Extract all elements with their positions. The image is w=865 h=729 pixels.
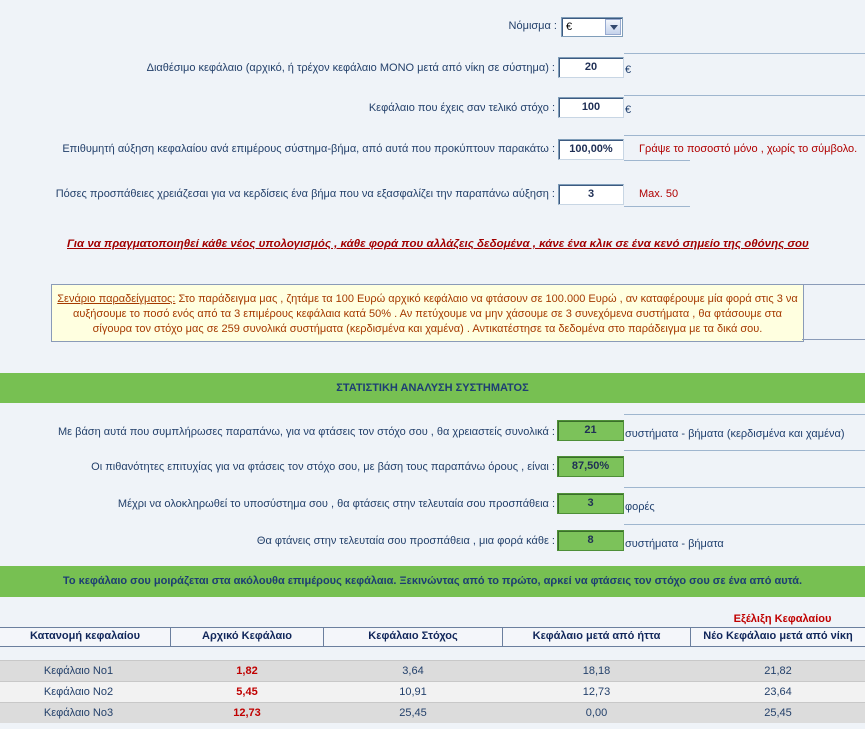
capital-input[interactable]: 20 <box>558 57 624 78</box>
row-after-win: 23,64 <box>764 686 792 698</box>
example-box-extension <box>802 284 865 340</box>
col-initial: Αρχικό Κεφάλαιο <box>171 628 324 646</box>
example-line2: αυξήσουμε το ποσό ενός από τα 3 επιμέρους κεφάλαια κατά 50% . Αν πετύχουμε να μην χάσουμε σε 3 συνεχόμενα συστήματα , θα φτάσουμε στα <box>73 308 782 320</box>
capital-label: Διαθέσιμο κεφάλαιο (αρχικό, ή τρέχον κεφάλαιο ΜΟΝΟ μετά από νίκη σε σύστημα) : <box>146 62 555 74</box>
col-target: Κεφάλαιο Στόχος <box>324 628 503 646</box>
target-unit: € <box>625 104 632 116</box>
table-row <box>0 702 865 723</box>
stats-probability-label: Οι πιθανότητες επιτυχίας για να φτάσεις τον στόχο σου, με βάση τους παραπάνω όρους , είναι : <box>91 461 555 473</box>
increase-label: Επιθυμητή αύξηση κεφαλαίου ανά επιμέρους σύστημα-βήμα, από αυτά που προκύπτουν παρακάτω : <box>62 143 555 155</box>
row-name: Κεφάλαιο Νο2 <box>43 686 114 698</box>
attempts-label: Πόσες προσπάθειες χρειάζεσαι για να κερδίσεις ένα βήμα που να εξασφαλίζει την παραπάνω αύξηση : <box>55 188 555 200</box>
row-initial: 12,73 <box>233 707 261 719</box>
increase-input[interactable]: 100,00% <box>558 139 624 160</box>
row-after-loss: 12,73 <box>582 686 611 698</box>
row-name: Κεφάλαιο Νο1 <box>43 665 114 677</box>
capital-unit: € <box>625 64 632 76</box>
row-after-win: 25,45 <box>764 707 792 719</box>
row-name: Κεφάλαιο Νο3 <box>43 707 114 719</box>
row-initial: 5,45 <box>236 686 258 698</box>
divider <box>624 414 865 415</box>
col-after-loss: Κεφάλαιο μετά από ήττα <box>503 628 691 646</box>
attempts-input[interactable]: 3 <box>558 184 624 205</box>
col-after-win: Νέο Κεφάλαιο μετά από νίκη <box>703 630 853 642</box>
divider <box>624 524 865 525</box>
example-line1: Στο παράδειγμα μας , ζητάμε τα 100 Ευρώ αρχικό κεφάλαιο να φτάσουν σε 100.000 Ευρώ , αν καταφέρουμε μία φορά στις 3 να <box>175 293 798 305</box>
row-target: 25,45 <box>399 707 427 719</box>
col-distribution: Κατανομή κεφαλαίου <box>0 628 171 646</box>
divider <box>624 135 865 136</box>
example-box <box>51 284 804 342</box>
divider <box>624 160 690 161</box>
table-header <box>0 627 865 647</box>
divider <box>624 487 865 488</box>
divider <box>624 95 865 96</box>
evolution-title: Εξέλιξη Κεφαλαίου <box>733 613 832 625</box>
stats-total-unit: συστήματα - βήματα (κερδισμένα και χαμένα) <box>625 428 845 440</box>
target-label: Κεφάλαιο που έχεις σαν τελικό στόχο : <box>368 102 555 114</box>
stats-total-value: 21 <box>557 420 624 441</box>
stats-last-attempt-label: Μέχρι να ολοκληρωθεί το υποσύστημα σου , θα φτάσεις στην τελευταία σου προσπάθεια : <box>117 498 555 510</box>
row-after-win: 21,82 <box>764 665 792 677</box>
stats-total-label: Με βάση αυτά που συμπλήρωσες παραπάνω, για να φτάσεις τον στόχο σου , θα χρειαστείς συνολικά : <box>58 426 555 438</box>
currency-label: Νόμισμα : <box>508 20 557 32</box>
divider <box>624 206 690 207</box>
example-line3: σίγουρα τον στόχο μας σε 259 συνολικά συστήματα (κερδισμένα και χαμένα) . Αντικατέστησε τα δεδομένα στο παράδειγμα με τα δικά σου. <box>92 323 763 335</box>
chevron-down-icon[interactable] <box>605 19 621 35</box>
increase-hint: Γράψε το ποσοστό μόνο , χωρίς το σύμβολο. <box>639 143 858 155</box>
stats-last-attempt-value: 3 <box>557 493 624 514</box>
target-input[interactable]: 100 <box>558 97 624 118</box>
currency-select[interactable] <box>561 17 623 37</box>
row-target: 3,64 <box>402 665 424 677</box>
divider <box>624 450 865 451</box>
stats-probability-value: 87,50% <box>557 456 624 477</box>
attempts-hint: Max. 50 <box>639 188 679 200</box>
currency-value: € <box>566 21 573 33</box>
stats-every-value: 8 <box>557 530 624 551</box>
stats-every-label: Θα φτάνεις στην τελευταία σου προσπάθεια , μια φορά κάθε : <box>256 535 555 547</box>
row-after-loss: 0,00 <box>585 707 608 719</box>
recalc-notice: Για να πραγματοποιηθεί κάθε νέος υπολογισμός , κάθε φορά που αλλάζεις δεδομένα , κάνε ένα κλικ σε ένα κενό σημείο της οθόνης σου <box>67 238 809 250</box>
stats-header: ΣΤΑΤΙΣΤΙΚΗ ΑΝΑΛΥΣΗ ΣΥΣΤΗΜΑΤΟΣ <box>0 373 865 403</box>
row-initial: 1,82 <box>236 665 258 677</box>
divider <box>624 53 865 54</box>
table-row <box>0 681 865 702</box>
row-after-loss: 18,18 <box>582 665 611 677</box>
table-row <box>0 660 865 681</box>
row-target: 10,91 <box>399 686 427 698</box>
stats-last-attempt-unit: φορές <box>625 501 655 513</box>
split-header: Το κεφάλαιο σου μοιράζεται στα ακόλουθα επιμέρους κεφάλαια. Ξεκινώντας από το πρώτο, αρκεί να φτάσεις τον στόχο σου σε ένα από αυτά. <box>0 566 865 597</box>
stats-every-unit: συστήματα - βήματα <box>625 538 724 550</box>
example-title: Σενάριο παραδείγματος: <box>57 293 176 305</box>
